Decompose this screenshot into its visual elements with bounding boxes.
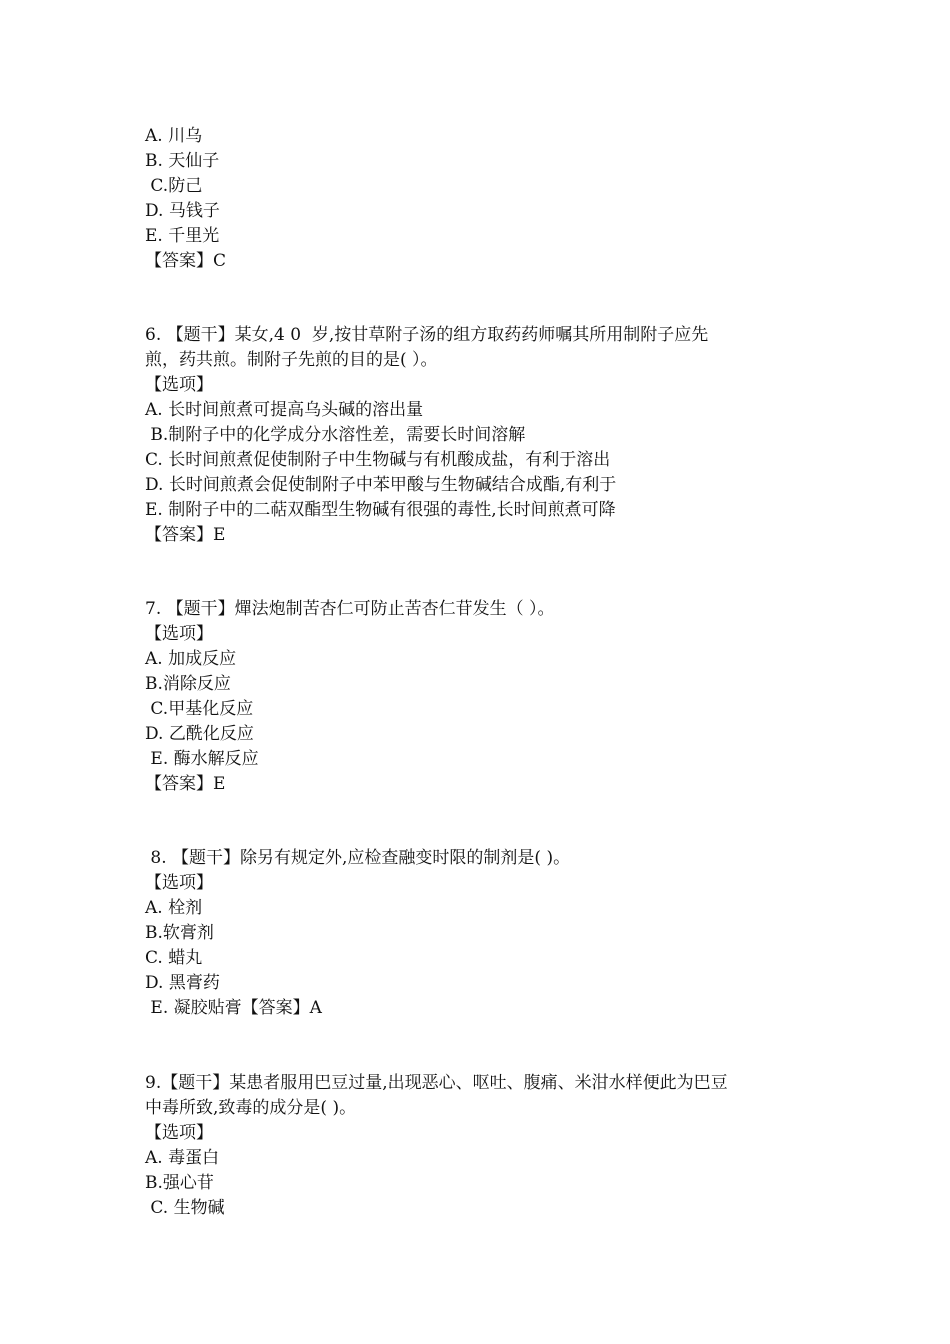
q8-option-e-answer: E. 凝胶贴膏【答案】A (145, 998, 322, 1018)
q6-stem-line-1: 6. 【题干】某女,4 0 岁,按甘草附子汤的组方取药药师嘱其所用制附子应先 (145, 325, 709, 345)
q7-option-b: B.消除反应 (145, 674, 231, 694)
q7-answer: 【答案】E (145, 774, 226, 794)
q8-option-c: C. 蜡丸 (145, 948, 203, 968)
q6-option-e: E. 制附子中的二萜双酯型生物碱有很强的毒性,长时间煎煮可降 (145, 500, 616, 520)
q7-option-a: A. 加成反应 (145, 649, 237, 669)
q6-option-a: A. 长时间煎煮可提高乌头碱的溶出量 (145, 400, 424, 420)
q5-option-a: A. 川乌 (145, 126, 203, 146)
q8-option-d: D. 黑膏药 (145, 973, 220, 993)
q5-answer: 【答案】C (145, 251, 227, 271)
q6-stem-line-2: 煎，药共煎。制附子先煎的目的是( ）。 (145, 350, 438, 370)
q5-option-e: E. 千里光 (145, 226, 220, 246)
q6-option-c: C. 长时间煎煮促使制附子中生物碱与有机酸成盐，有利于溶出 (145, 450, 611, 470)
q8-option-b: B.软膏剂 (145, 923, 214, 943)
q8-options-label: 【选项】 (145, 873, 213, 893)
q5-option-d: D. 马钱子 (145, 201, 220, 221)
q8-option-a: A. 栓剂 (145, 898, 203, 918)
q6-option-d: D. 长时间煎煮会促使制附子中苯甲酸与生物碱结合成酯,有利于 (145, 475, 617, 495)
q7-options-label: 【选项】 (145, 624, 213, 644)
q6-answer: 【答案】E (145, 525, 226, 545)
q7-option-e: E. 酶水解反应 (145, 749, 259, 769)
q5-option-b: B. 天仙子 (145, 151, 220, 171)
q7-stem: 7. 【题干】燀法炮制苦杏仁可防止苦杏仁苷发生（ ）。 (145, 599, 555, 619)
q9-stem-line-2: 中毒所致,致毒的成分是( )。 (145, 1098, 357, 1118)
q9-stem-line-1: 9.【题干】某患者服用巴豆过量,出现恶心、呕吐、腹痛、米泔水样便此为巴豆 (145, 1073, 728, 1093)
q9-option-b: B.强心苷 (145, 1173, 214, 1193)
q7-option-c: C.甲基化反应 (145, 699, 254, 719)
q9-options-label: 【选项】 (145, 1123, 213, 1143)
q9-option-c: C. 生物碱 (145, 1198, 225, 1218)
q5-option-c: C.防己 (145, 176, 203, 196)
q6-options-label: 【选项】 (145, 375, 213, 395)
q8-stem: 8. 【题干】除另有规定外,应检查融变时限的制剂是( )。 (145, 848, 571, 868)
q9-option-a: A. 毒蛋白 (145, 1148, 220, 1168)
q7-option-d: D. 乙酰化反应 (145, 724, 254, 744)
q6-option-b: B.制附子中的化学成分水溶性差，需要长时间溶解 (145, 425, 526, 445)
